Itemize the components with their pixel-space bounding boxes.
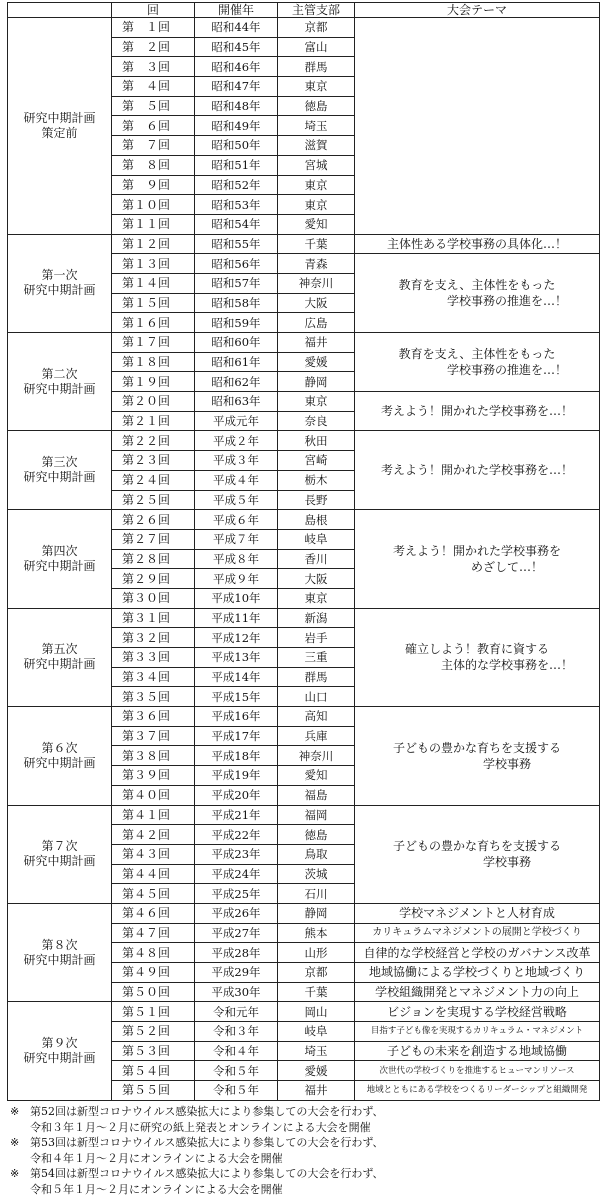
year-cell: 平成15年 [195, 687, 278, 707]
no-cell: 第４９回 [112, 963, 195, 983]
period-label: 研究中期計画 [23, 854, 96, 869]
table-row [8, 510, 600, 530]
table-row [8, 903, 600, 923]
branch-cell: 熊本 [278, 923, 355, 943]
no-cell: 第 １回 [112, 18, 195, 38]
year-cell: 平成４年 [195, 470, 278, 490]
branch-cell: 岐阜 [278, 529, 355, 549]
branch-cell: 島根 [278, 510, 355, 530]
period-cell [8, 431, 112, 510]
no-cell: 第３４回 [112, 667, 195, 687]
theme-line: 教育を支え、主体性をもった [398, 278, 556, 293]
year-cell: 昭和52年 [195, 175, 278, 195]
footnote [10, 1104, 595, 1135]
period-cell [8, 18, 112, 235]
theme-cell [355, 18, 600, 235]
branch-cell: 鳥取 [278, 844, 355, 864]
no-cell: 第５１回 [112, 1002, 195, 1022]
theme-line: 確立しよう！教育に資する [404, 642, 549, 657]
table-row [8, 431, 600, 451]
branch-cell: 静岡 [278, 372, 355, 392]
year-header: 開催年 [195, 3, 278, 18]
no-cell: 第２６回 [112, 510, 195, 530]
branch-cell: 新潟 [278, 608, 355, 628]
no-cell: 第３１回 [112, 608, 195, 628]
period-label: 第二次 [41, 366, 78, 381]
theme-line: 学校事務の推進を…！ [446, 294, 567, 309]
branch-cell: 青森 [278, 254, 355, 274]
footnote-line: 第54回は新型コロナウイルス感染拡大により参集しての大会を行わず、 [30, 1167, 384, 1180]
branch-cell: 宮城 [278, 155, 355, 175]
table-row [8, 234, 600, 254]
footnote-text [30, 1104, 383, 1135]
branch-cell: 静岡 [278, 903, 355, 923]
year-cell: 平成５年 [195, 490, 278, 510]
no-cell: 第 ３回 [112, 57, 195, 77]
no-cell: 第３５回 [112, 687, 195, 707]
year-cell: 昭和49年 [195, 116, 278, 136]
branch-cell: 富山 [278, 37, 355, 57]
branch-cell: 神奈川 [278, 273, 355, 293]
branch-cell: 栃木 [278, 470, 355, 490]
branch-cell: 福岡 [278, 805, 355, 825]
theme-cell [355, 431, 600, 510]
branch-cell: 徳島 [278, 96, 355, 116]
period-label: 研究中期計画 [23, 755, 96, 770]
theme-line: 子どもの豊かな育ちを支援する [392, 839, 561, 854]
branch-cell: 宮崎 [278, 451, 355, 471]
no-cell: 第 ４回 [112, 77, 195, 97]
period-label: 研究中期計画 [23, 1051, 96, 1066]
branch-cell: 神奈川 [278, 746, 355, 766]
no-cell: 第２４回 [112, 470, 195, 490]
no-cell: 第４７回 [112, 923, 195, 943]
branch-cell: 愛知 [278, 766, 355, 786]
no-cell: 第４８回 [112, 943, 195, 963]
branch-cell: 山口 [278, 687, 355, 707]
year-cell: 平成18年 [195, 746, 278, 766]
no-cell: 第 ９回 [112, 175, 195, 195]
theme-cell [355, 982, 600, 1002]
no-cell: 第 ５回 [112, 96, 195, 116]
table-row [8, 18, 600, 38]
period-label: 研究中期計画 [23, 283, 96, 298]
theme-cell [355, 1041, 600, 1061]
branch-cell: 三重 [278, 648, 355, 668]
no-cell: 第１３回 [112, 254, 195, 274]
no-cell: 第 ８回 [112, 155, 195, 175]
theme-line: 学校事務 [482, 756, 531, 771]
no-cell: 第３３回 [112, 648, 195, 668]
year-cell: 平成17年 [195, 726, 278, 746]
branch-cell: 石川 [278, 884, 355, 904]
no-cell: 第３９回 [112, 766, 195, 786]
branch-cell: 秋田 [278, 431, 355, 451]
convention-history-table [7, 2, 600, 1101]
branch-cell: 大阪 [278, 569, 355, 589]
year-cell: 平成28年 [195, 943, 278, 963]
period-label: 研究中期計画 [23, 381, 96, 396]
no-cell: 第１１回 [112, 214, 195, 234]
theme-line: 考えよう！開かれた学校事務を…！ [380, 463, 573, 478]
year-cell: 平成22年 [195, 825, 278, 845]
year-cell: 平成25年 [195, 884, 278, 904]
branch-cell: 東京 [278, 588, 355, 608]
no-cell: 第４５回 [112, 884, 195, 904]
theme-cell [355, 963, 600, 983]
period-label: 第９次 [41, 1036, 78, 1051]
year-cell: 平成７年 [195, 529, 278, 549]
no-cell: 第１８回 [112, 352, 195, 372]
year-cell: 平成26年 [195, 903, 278, 923]
footnotes [10, 1104, 595, 1197]
branch-cell: 埼玉 [278, 116, 355, 136]
theme-cell [355, 805, 600, 903]
period-label: 第三次 [41, 455, 78, 470]
year-cell: 平成元年 [195, 411, 278, 431]
theme-cell [355, 510, 600, 608]
no-cell: 第５４回 [112, 1061, 195, 1081]
year-cell: 昭和63年 [195, 392, 278, 412]
year-cell: 平成23年 [195, 844, 278, 864]
year-cell: 平成10年 [195, 588, 278, 608]
theme-cell [355, 234, 600, 254]
branch-cell: 福井 [278, 333, 355, 353]
no-cell: 第５２回 [112, 1022, 195, 1042]
theme-cell [355, 1022, 600, 1042]
theme-line: 地域とともにある学校をつくるリーダーシップと組織開発 [366, 1085, 588, 1096]
branch-cell: 長野 [278, 490, 355, 510]
no-cell: 第４４回 [112, 864, 195, 884]
year-cell: 平成19年 [195, 766, 278, 786]
theme-cell [355, 254, 600, 333]
table-body [8, 18, 600, 1101]
year-cell: 平成21年 [195, 805, 278, 825]
theme-line: 学校事務 [482, 855, 531, 870]
branch-cell: 京都 [278, 18, 355, 38]
year-cell: 平成11年 [195, 608, 278, 628]
year-cell: 平成13年 [195, 648, 278, 668]
branch-cell: 東京 [278, 175, 355, 195]
year-cell: 平成２年 [195, 431, 278, 451]
branch-cell: 埼玉 [278, 1041, 355, 1061]
period-label: 第６次 [41, 740, 78, 755]
footnote-line: 令和４年１月～２月にオンラインによる大会を開催 [30, 1151, 283, 1165]
branch-cell: 広島 [278, 313, 355, 333]
no-cell: 第３０回 [112, 588, 195, 608]
theme-line: 考えよう！開かれた学校事務を…！ [380, 404, 573, 419]
theme-line: 学校マネジメントと人材育成 [399, 906, 555, 921]
year-cell: 昭和59年 [195, 313, 278, 333]
theme-cell [355, 923, 600, 943]
period-label: 研究中期計画 [23, 470, 96, 485]
period-cell [8, 903, 112, 1001]
no-cell: 第５５回 [112, 1081, 195, 1101]
no-cell: 第 ６回 [112, 116, 195, 136]
no-cell: 第３６回 [112, 707, 195, 727]
year-cell: 令和４年 [195, 1041, 278, 1061]
no-cell: 第２９回 [112, 569, 195, 589]
year-cell: 昭和61年 [195, 352, 278, 372]
no-cell: 第４０回 [112, 785, 195, 805]
period-header [8, 3, 112, 18]
branch-header: 主管支部 [278, 3, 355, 18]
branch-cell: 香川 [278, 549, 355, 569]
year-cell: 昭和47年 [195, 77, 278, 97]
year-cell: 昭和51年 [195, 155, 278, 175]
year-cell: 昭和54年 [195, 214, 278, 234]
year-cell: 昭和50年 [195, 136, 278, 156]
branch-cell: 東京 [278, 195, 355, 215]
no-cell: 第１４回 [112, 273, 195, 293]
year-cell: 昭和55年 [195, 234, 278, 254]
year-cell: 令和５年 [195, 1061, 278, 1081]
year-cell: 令和５年 [195, 1081, 278, 1101]
period-cell [8, 707, 112, 805]
theme-line: 次世代の学校づくりを推進するヒューマンリソース [379, 1065, 575, 1076]
footnote [10, 1166, 595, 1197]
period-cell [8, 805, 112, 903]
period-label: 研究中期計画 [23, 110, 96, 125]
theme-line: 教育を支え、主体性をもった [398, 347, 556, 362]
branch-cell: 千葉 [278, 982, 355, 1002]
period-cell [8, 333, 112, 431]
theme-cell [355, 392, 600, 431]
year-cell: 平成20年 [195, 785, 278, 805]
table-row [8, 805, 600, 825]
year-cell: 平成３年 [195, 451, 278, 471]
no-cell: 第３２回 [112, 628, 195, 648]
branch-cell: 千葉 [278, 234, 355, 254]
branch-cell: 東京 [278, 77, 355, 97]
theme-cell [355, 903, 600, 923]
footnote-line: 令和３年１月～２月に研究の紙上発表とオンラインによる大会を開催 [30, 1120, 371, 1134]
year-cell: 昭和53年 [195, 195, 278, 215]
branch-cell: 愛知 [278, 214, 355, 234]
year-cell: 平成９年 [195, 569, 278, 589]
theme-line: 主体性ある学校事務の具体化…！ [386, 236, 567, 251]
branch-cell: 山形 [278, 943, 355, 963]
footnote-mark: ※ [10, 1167, 20, 1180]
year-cell: 平成12年 [195, 628, 278, 648]
theme-cell [355, 333, 600, 392]
year-cell: 平成29年 [195, 963, 278, 983]
period-label: 第四次 [41, 543, 78, 558]
period-label: 第８次 [41, 937, 78, 952]
branch-cell: 群馬 [278, 57, 355, 77]
table-row [8, 1002, 600, 1022]
period-label: 研究中期計画 [23, 558, 96, 573]
year-cell: 昭和46年 [195, 57, 278, 77]
period-label: 研究中期計画 [23, 952, 96, 967]
no-cell: 第 ７回 [112, 136, 195, 156]
theme-cell [355, 1061, 600, 1081]
no-cell: 第１５回 [112, 293, 195, 313]
branch-cell: 福島 [278, 785, 355, 805]
year-cell: 平成16年 [195, 707, 278, 727]
table-row [8, 707, 600, 727]
year-cell: 平成27年 [195, 923, 278, 943]
period-label: 第一次 [41, 268, 78, 283]
footnote [10, 1135, 595, 1166]
theme-cell [355, 1081, 600, 1101]
branch-cell: 滋賀 [278, 136, 355, 156]
no-cell: 第５０回 [112, 982, 195, 1002]
year-cell: 平成30年 [195, 982, 278, 1002]
no-cell: 第２０回 [112, 392, 195, 412]
no-cell: 第２８回 [112, 549, 195, 569]
footnote-mark: ※ [10, 1105, 20, 1118]
theme-line: カリキュラムマネジメントの展開と学校づくり [372, 926, 582, 938]
no-cell: 第１７回 [112, 333, 195, 353]
theme-cell [355, 608, 600, 706]
period-label: 第五次 [41, 642, 78, 657]
branch-cell: 群馬 [278, 667, 355, 687]
no-cell: 第４１回 [112, 805, 195, 825]
theme-line: 子どもの未来を創造する地域協働 [386, 1044, 567, 1059]
period-label: 第７次 [41, 839, 78, 854]
period-label: 策定前 [41, 125, 78, 140]
branch-cell: 愛媛 [278, 352, 355, 372]
branch-cell: 愛媛 [278, 1061, 355, 1081]
period-cell [8, 1002, 112, 1100]
year-cell: 平成８年 [195, 549, 278, 569]
branch-cell: 徳島 [278, 825, 355, 845]
theme-line: 地域協働による学校づくりと地域づくり [368, 965, 585, 980]
year-cell: 昭和57年 [195, 273, 278, 293]
no-cell: 第４３回 [112, 844, 195, 864]
theme-line: 学校事務の推進を…！ [446, 363, 567, 378]
footnote-line: 第52回は新型コロナウイルス感染拡大により参集しての大会を行わず、 [30, 1105, 384, 1118]
no-cell: 第２２回 [112, 431, 195, 451]
theme-line: ビジョンを実現する学校経営戦略 [387, 1004, 567, 1019]
footnote-text [30, 1135, 383, 1166]
period-cell [8, 510, 112, 608]
branch-cell: 福井 [278, 1081, 355, 1101]
no-cell: 第２１回 [112, 411, 195, 431]
year-cell: 昭和56年 [195, 254, 278, 274]
footnote-text [30, 1166, 383, 1197]
period-cell [8, 608, 112, 706]
branch-cell: 岐阜 [278, 1022, 355, 1042]
year-cell: 昭和45年 [195, 37, 278, 57]
theme-cell [355, 1002, 600, 1022]
footnote-mark: ※ [10, 1136, 20, 1149]
theme-line: 考えよう！開かれた学校事務を [392, 543, 561, 558]
branch-cell: 京都 [278, 963, 355, 983]
footnote-line: 令和５年１月～２月にオンラインによる大会を開催 [30, 1182, 283, 1196]
period-cell [8, 234, 112, 332]
theme-cell [355, 707, 600, 805]
branch-cell: 兵庫 [278, 726, 355, 746]
period-label: 研究中期計画 [23, 657, 96, 672]
year-cell: 令和３年 [195, 1022, 278, 1042]
branch-cell: 大阪 [278, 293, 355, 313]
year-cell: 平成14年 [195, 667, 278, 687]
theme-line: 子どもの豊かな育ちを支援する [392, 740, 561, 755]
no-cell: 第１０回 [112, 195, 195, 215]
no-cell: 第５３回 [112, 1041, 195, 1061]
year-cell: 令和元年 [195, 1002, 278, 1022]
branch-cell: 高知 [278, 707, 355, 727]
no-cell: 第２７回 [112, 529, 195, 549]
year-cell: 平成24年 [195, 864, 278, 884]
no-cell: 第３８回 [112, 746, 195, 766]
table-row [8, 333, 600, 353]
no-cell: 第２３回 [112, 451, 195, 471]
table-row [8, 608, 600, 628]
no-cell: 第３７回 [112, 726, 195, 746]
no-header: 回 [112, 3, 195, 18]
year-cell: 昭和48年 [195, 96, 278, 116]
year-cell: 昭和62年 [195, 372, 278, 392]
branch-cell: 岩手 [278, 628, 355, 648]
no-cell: 第４２回 [112, 825, 195, 845]
no-cell: 第４６回 [112, 903, 195, 923]
no-cell: 第２５回 [112, 490, 195, 510]
theme-line: 学校組織開発とマネジメント力の向上 [375, 985, 579, 1000]
branch-cell: 奈良 [278, 411, 355, 431]
no-cell: 第 ２回 [112, 37, 195, 57]
theme-line: 主体的な学校事務を…！ [440, 658, 573, 673]
theme-line: 自律的な学校経営と学校のガバナンス改革 [363, 945, 591, 960]
branch-cell: 東京 [278, 392, 355, 412]
theme-line: めざして…！ [470, 559, 543, 574]
year-cell: 昭和44年 [195, 18, 278, 38]
no-cell: 第１９回 [112, 372, 195, 392]
theme-cell [355, 943, 600, 963]
theme-header: 大会テーマ [355, 3, 600, 18]
year-cell: 昭和60年 [195, 333, 278, 353]
theme-line: 目指す子ども像を実現するカリキュラム・マネジメント [370, 1026, 584, 1037]
no-cell: 第１６回 [112, 313, 195, 333]
branch-cell: 茨城 [278, 864, 355, 884]
branch-cell: 岡山 [278, 1002, 355, 1022]
no-cell: 第１２回 [112, 234, 195, 254]
year-cell: 平成６年 [195, 510, 278, 530]
year-cell: 昭和58年 [195, 293, 278, 313]
footnote-line: 第53回は新型コロナウイルス感染拡大により参集しての大会を行わず、 [30, 1136, 384, 1149]
